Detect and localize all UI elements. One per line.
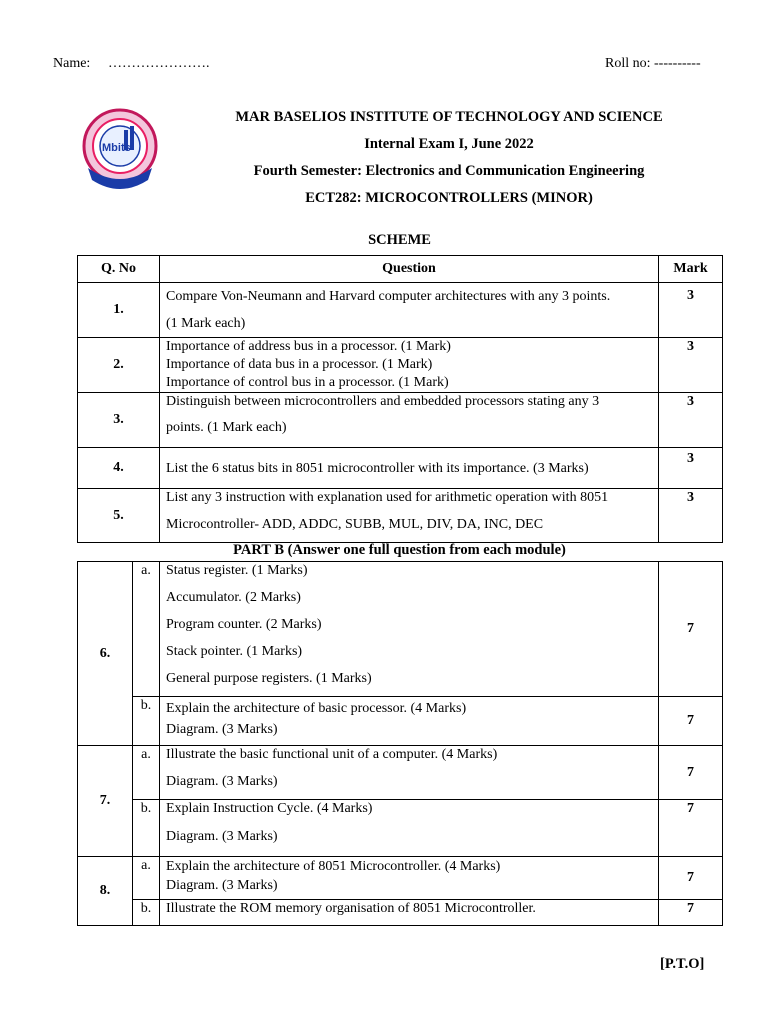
question-line: List any 3 instruction with explanation used for arithmetic operation with 8051 bbox=[166, 490, 609, 505]
question-text bbox=[160, 393, 659, 448]
question-line: Distinguish between microcontrollers and embedded processors stating any 3 bbox=[166, 394, 600, 409]
name-label: Name: bbox=[53, 56, 91, 71]
question-number: 3. bbox=[78, 393, 160, 448]
table-row bbox=[78, 857, 723, 900]
question-line: points. (1 Mark each) bbox=[166, 420, 287, 435]
question-number: 1. bbox=[78, 283, 160, 338]
question-mark: 3 bbox=[659, 283, 723, 338]
question-mark: 7 bbox=[659, 800, 723, 857]
question-line: Illustrate the ROM memory organisation of 8051 Microcontroller. bbox=[166, 901, 536, 916]
question-text bbox=[160, 448, 659, 489]
part-b-table bbox=[77, 561, 723, 926]
question-text bbox=[160, 338, 659, 393]
question-line: Program counter. (2 Marks) bbox=[166, 617, 322, 632]
column-header-qno: Q. No bbox=[78, 256, 160, 283]
name-blank: …………………. bbox=[108, 56, 210, 71]
institute-name: MAR BASELIOS INSTITUTE OF TECHNOLOGY AND SCIENCE bbox=[235, 109, 663, 125]
question-line: Diagram. (3 Marks) bbox=[166, 878, 278, 893]
column-header-mark: Mark bbox=[659, 256, 723, 283]
question-line: Illustrate the basic functional unit of a computer. (4 Marks) bbox=[166, 747, 498, 762]
sub-question-label: a. bbox=[133, 746, 160, 800]
question-line: Diagram. (3 Marks) bbox=[166, 774, 278, 789]
table-row bbox=[78, 489, 723, 543]
table-row bbox=[78, 338, 723, 393]
roll-no-label: Roll no: ---------- bbox=[605, 56, 701, 71]
pto-label: [P.T.O] bbox=[660, 956, 705, 972]
svg-text:Mbits: Mbits bbox=[102, 142, 131, 154]
question-text bbox=[160, 489, 659, 543]
scheme-heading: SCHEME bbox=[368, 232, 431, 248]
question-line: (1 Mark each) bbox=[166, 316, 246, 331]
table-row bbox=[78, 393, 723, 448]
question-mark: 7 bbox=[659, 562, 723, 697]
question-number: 7. bbox=[78, 746, 133, 857]
course-title: ECT282: MICROCONTROLLERS (MINOR) bbox=[305, 190, 593, 206]
question-text bbox=[160, 283, 659, 338]
question-number: 5. bbox=[78, 489, 160, 543]
table-row bbox=[78, 746, 723, 800]
question-number: 8. bbox=[78, 857, 133, 926]
question-text bbox=[160, 746, 659, 800]
question-mark: 7 bbox=[659, 697, 723, 746]
question-mark: 3 bbox=[659, 448, 723, 489]
table-row bbox=[78, 448, 723, 489]
question-mark: 3 bbox=[659, 489, 723, 543]
question-text bbox=[160, 857, 659, 900]
table-row bbox=[78, 800, 723, 857]
question-line: List the 6 status bits in 8051 microcontroller with its importance. (3 Marks) bbox=[166, 461, 589, 476]
question-line: Compare Von-Neumann and Harvard computer architectures with any 3 points. bbox=[166, 289, 611, 304]
question-number: 4. bbox=[78, 448, 160, 489]
part-b-heading: PART B (Answer one full question from each module) bbox=[233, 542, 566, 558]
table-row bbox=[78, 697, 723, 746]
column-header-question: Question bbox=[160, 256, 659, 283]
institute-logo bbox=[78, 106, 162, 192]
sub-question-label: b. bbox=[133, 800, 160, 857]
part-a-table bbox=[77, 255, 723, 543]
exam-title: Internal Exam I, June 2022 bbox=[364, 136, 534, 152]
question-mark: 7 bbox=[659, 746, 723, 800]
question-mark: 7 bbox=[659, 900, 723, 926]
question-number: 2. bbox=[78, 338, 160, 393]
table-row bbox=[78, 283, 723, 338]
table-row bbox=[78, 900, 723, 926]
table-row bbox=[78, 562, 723, 697]
sub-question-label: a. bbox=[133, 562, 160, 697]
question-text bbox=[160, 800, 659, 857]
question-line: Status register. (1 Marks) bbox=[166, 563, 308, 578]
question-line: Diagram. (3 Marks) bbox=[166, 722, 278, 737]
sub-question-label: b. bbox=[133, 697, 160, 746]
question-text bbox=[160, 562, 659, 697]
question-line: Microcontroller- ADD, ADDC, SUBB, MUL, DIV, DA, INC, DEC bbox=[166, 517, 544, 532]
question-line: Explain the architecture of 8051 Microcontroller. (4 Marks) bbox=[166, 859, 501, 874]
question-line: Accumulator. (2 Marks) bbox=[166, 590, 301, 605]
question-text bbox=[160, 900, 659, 926]
question-number: 6. bbox=[78, 562, 133, 746]
question-line: Explain Instruction Cycle. (4 Marks) bbox=[166, 801, 373, 816]
question-mark: 3 bbox=[659, 338, 723, 393]
question-line: General purpose registers. (1 Marks) bbox=[166, 671, 372, 686]
question-mark: 3 bbox=[659, 393, 723, 448]
question-line: Importance of address bus in a processor. (1 Mark) bbox=[166, 339, 451, 354]
sub-question-label: b. bbox=[133, 900, 160, 926]
question-line: Diagram. (3 Marks) bbox=[166, 829, 278, 844]
question-line: Explain the architecture of basic processor. (4 Marks) bbox=[166, 701, 467, 716]
question-mark: 7 bbox=[659, 857, 723, 900]
question-line: Importance of control bus in a processor. (1 Mark) bbox=[166, 375, 449, 390]
question-line: Stack pointer. (1 Marks) bbox=[166, 644, 303, 659]
semester-title: Fourth Semester: Electronics and Communication Engineering bbox=[253, 163, 645, 179]
sub-question-label: a. bbox=[133, 857, 160, 900]
question-text bbox=[160, 697, 659, 746]
table-header-row bbox=[78, 256, 723, 283]
question-line: Importance of data bus in a processor. (1 Mark) bbox=[166, 357, 433, 372]
